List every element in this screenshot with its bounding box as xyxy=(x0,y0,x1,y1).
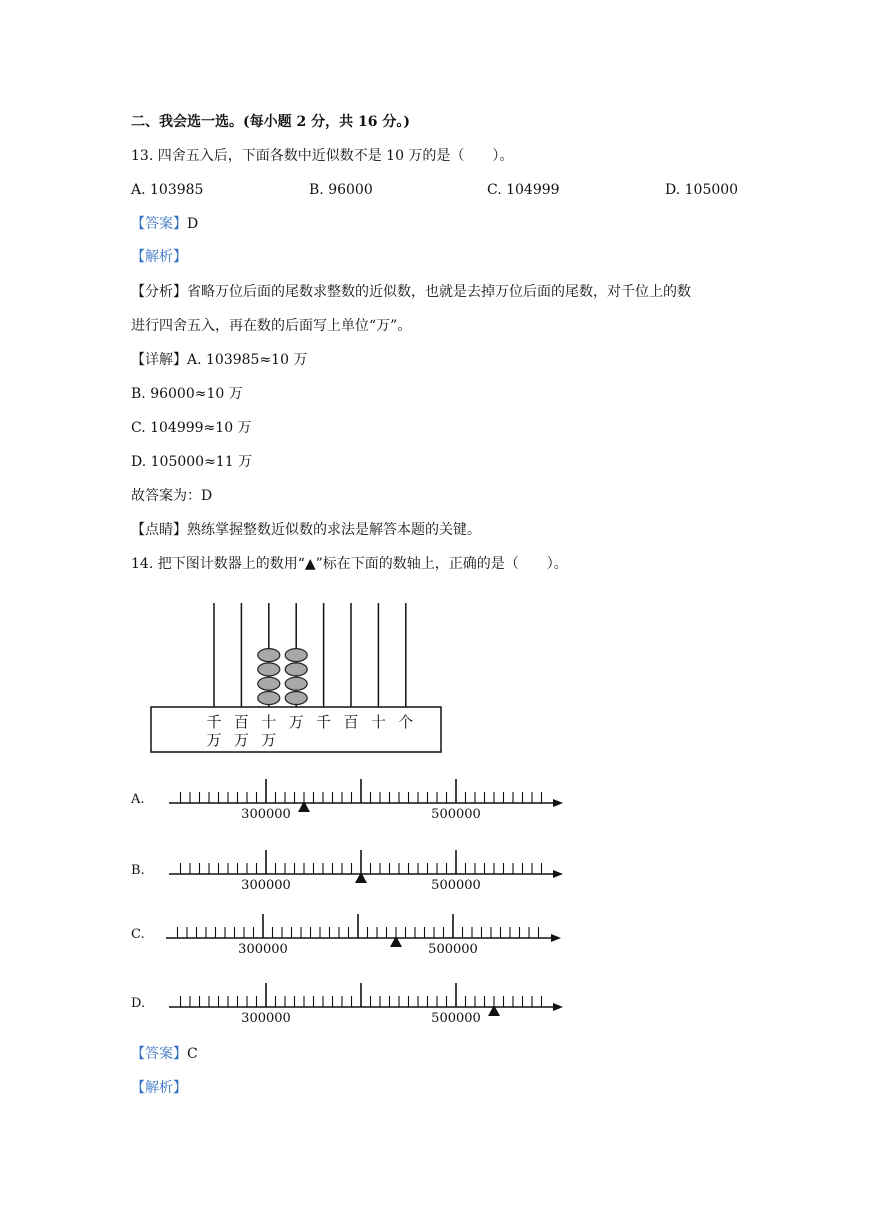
q13-option-d: D. 105000 xyxy=(665,182,739,198)
number-line-arrow xyxy=(553,870,563,878)
answer-tag: 【答案】 xyxy=(131,216,187,232)
detail-a-text: A. 103985≈10 万 xyxy=(187,352,308,368)
q13-analysis-tag: 【解析】 xyxy=(131,249,187,265)
number-line-option-label: B. xyxy=(131,863,145,878)
number-line-option-label: D. xyxy=(131,996,146,1011)
answer-tag: 【答案】 xyxy=(131,1046,187,1062)
q13-option-a: A. 103985 xyxy=(131,182,204,198)
abacus-bead xyxy=(258,663,280,676)
abacus-bead xyxy=(285,677,307,690)
abacus-place-label: 十 xyxy=(261,713,277,731)
number-line-option-label: A. xyxy=(131,792,145,807)
abacus-bead xyxy=(258,677,280,690)
abacus-place-label: 万 xyxy=(233,731,249,749)
q14-answer: C xyxy=(187,1046,198,1062)
xiangjie-tag: 【详解】 xyxy=(131,352,187,368)
number-line-tick-label: 300000 xyxy=(238,942,288,957)
number-line-tick-label: 300000 xyxy=(241,878,291,893)
number-line-tick-label: 500000 xyxy=(431,1011,481,1026)
number-line-tick-label: 300000 xyxy=(241,1011,291,1026)
q13-answer: D xyxy=(187,216,199,232)
q13-option-b: B. 96000 xyxy=(309,182,373,198)
q13-detail-c: C. 104999≈10 万 xyxy=(131,420,252,436)
abacus-place-label: 万 xyxy=(206,731,222,749)
fenxi-text-1: 省略万位后面的尾数求整数的近似数，也就是去掉万位后面的尾数，对千位上的数 xyxy=(187,284,691,300)
q13-option-c: C. 104999 xyxy=(487,182,560,198)
number-line-tick-label: 500000 xyxy=(431,807,481,822)
q14-answer-line xyxy=(131,1045,198,1063)
q13-stem: 13. 四舍五入后，下面各数中近似数不是 10 万的是（ ）。 xyxy=(131,148,514,164)
abacus-bead xyxy=(285,663,307,676)
number-line-tick-label: 300000 xyxy=(241,807,291,822)
abacus-place-label: 十 xyxy=(370,713,386,731)
number-line-arrow xyxy=(553,799,563,807)
q13-detail-b: B. 96000≈10 万 xyxy=(131,386,243,402)
abacus-bead xyxy=(258,692,280,705)
number-line-arrow xyxy=(551,934,561,942)
number-line-tick-label: 500000 xyxy=(431,878,481,893)
abacus-place-label: 千 xyxy=(316,713,332,731)
dianjing-tag: 【点睛】 xyxy=(131,522,187,538)
number-line-arrow xyxy=(553,1003,563,1011)
q13-detail-d: D. 105000≈11 万 xyxy=(131,454,253,470)
q14-analysis-tag: 【解析】 xyxy=(131,1080,187,1096)
number-line-tick-label: 500000 xyxy=(428,942,478,957)
dianjing-text: 熟练掌握整数近似数的求法是解答本题的关键。 xyxy=(187,522,481,538)
fenxi-tag: 【分析】 xyxy=(131,284,187,300)
abacus-place-label: 千 xyxy=(206,713,222,731)
number-line-option-label: C. xyxy=(131,927,145,942)
abacus-bead xyxy=(285,649,307,662)
abacus-place-label: 万 xyxy=(288,713,304,731)
abacus-place-label: 百 xyxy=(233,713,249,731)
abacus-bead xyxy=(258,649,280,662)
q13-conclusion: 故答案为：D xyxy=(131,488,213,504)
abacus-bead xyxy=(285,692,307,705)
section-title: 二、我会选一选。(每小题 2 分，共 16 分。) xyxy=(131,114,410,130)
q14-stem: 14. 把下图计数器上的数用“▲”标在下面的数轴上，正确的是（ ）。 xyxy=(131,556,568,572)
q13-fenxi-line2: 进行四舍五入，再在数的后面写上单位“万”。 xyxy=(131,318,412,334)
abacus-place-label: 百 xyxy=(343,713,359,731)
abacus-place-label: 万 xyxy=(261,731,277,749)
abacus-place-label: 个 xyxy=(398,713,414,731)
